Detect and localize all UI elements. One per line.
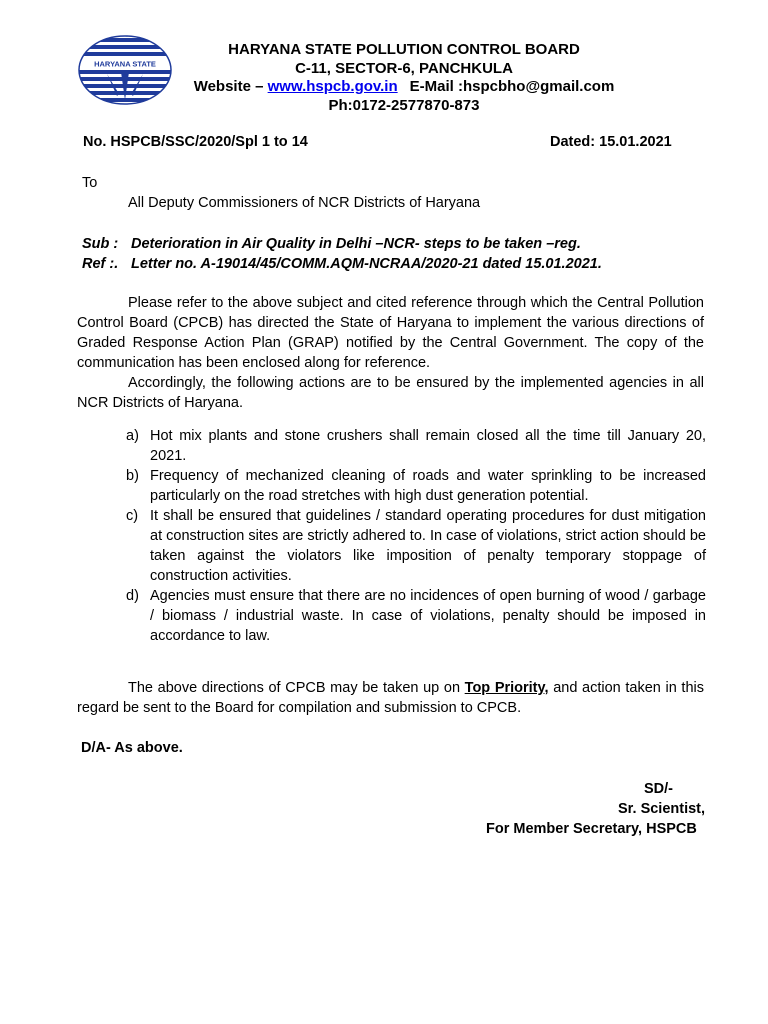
top-priority-text: Top Priority, xyxy=(464,680,549,696)
list-item-text: It shall be ensured that guidelines / standard operating procedures for dust mitigation at construction sites are strictly adhered to. In case of violations, strict action should be taken against the violators like imposition of penalty temporary stoppage of construction activities. xyxy=(150,508,706,584)
list-item xyxy=(126,506,706,586)
letter-date: Dated: 15.01.2021 xyxy=(550,134,672,150)
phone-number: Ph:0172-2577870-873 xyxy=(328,97,480,114)
paragraph-actions-intro: Accordingly, the following actions are to be ensured by the implemented agencies in all NCR Districts of Haryana. xyxy=(77,375,704,411)
closing-text-end: and action taken in this regard be sent to the Board for compilation and submission to CPCB. xyxy=(77,680,704,716)
subject-label: Sub : xyxy=(82,236,119,252)
signature: SD/- xyxy=(644,781,673,797)
email-text: E-Mail :hspcbho@gmail.com xyxy=(409,78,615,95)
website-label: Website – xyxy=(193,78,264,95)
paragraph-intro: Please refer to the above subject and cited reference through which the Central Pollution Control Board (CPCB) has directed the State of Haryana to implement the various directions of Graded Response Action Plan (GRAP) notified by the Central Government. The copy of the communication has been enclosed along for reference. xyxy=(77,295,704,371)
to-label: To xyxy=(82,175,98,191)
list-item-text: Frequency of mechanized cleaning of roads and water sprinkling to be increased particularly on the road stretches with high dust generation potential. xyxy=(150,468,706,504)
website-link[interactable]: www.hspcb.gov.in xyxy=(267,78,398,95)
list-item-text: Agencies must ensure that there are no incidences of open burning of wood / garbage / biomass / industrial waste. In case of violations, penalty should be imposed in accordance to law. xyxy=(150,588,706,644)
list-marker: d) xyxy=(126,588,139,604)
paragraph-closing xyxy=(77,678,704,718)
reference-label: Ref :. xyxy=(82,256,119,272)
list-item-text: Hot mix plants and stone crushers shall remain closed all the time till January 20, 2021. xyxy=(150,428,706,464)
organization-address: C-11, SECTOR-6, PANCHKULA xyxy=(295,60,513,77)
closing-text-start: The above directions of CPCB may be taken up on xyxy=(128,680,465,696)
hspcb-logo xyxy=(77,34,173,106)
subject-text: Deterioration in Air Quality in Delhi –NCR- steps to be taken –reg. xyxy=(131,236,581,252)
list-item xyxy=(126,466,706,506)
list-item xyxy=(126,426,706,466)
logo-lettering: HARYANA STATE xyxy=(94,59,156,69)
organization-name: HARYANA STATE POLLUTION CONTROL BOARD xyxy=(228,41,580,58)
contact-line xyxy=(160,77,648,96)
letter-number: No. HSPCB/SSC/2020/Spl 1 to 14 xyxy=(83,134,308,150)
list-marker: c) xyxy=(126,508,139,524)
list-item xyxy=(126,586,706,646)
reference-text: Letter no. A-19014/45/COMM.AQM-NCRAA/2020-21 dated 15.01.2021. xyxy=(131,256,602,272)
signatory-for-line: For Member Secretary, HSPCB xyxy=(486,821,697,837)
addressee: All Deputy Commissioners of NCR Districts of Haryana xyxy=(128,195,481,211)
list-marker: b) xyxy=(126,468,139,484)
signatory-designation: Sr. Scientist, xyxy=(618,801,706,817)
action-list xyxy=(126,426,706,646)
enclosure-note: D/A- As above. xyxy=(81,740,183,756)
list-marker: a) xyxy=(126,428,139,444)
